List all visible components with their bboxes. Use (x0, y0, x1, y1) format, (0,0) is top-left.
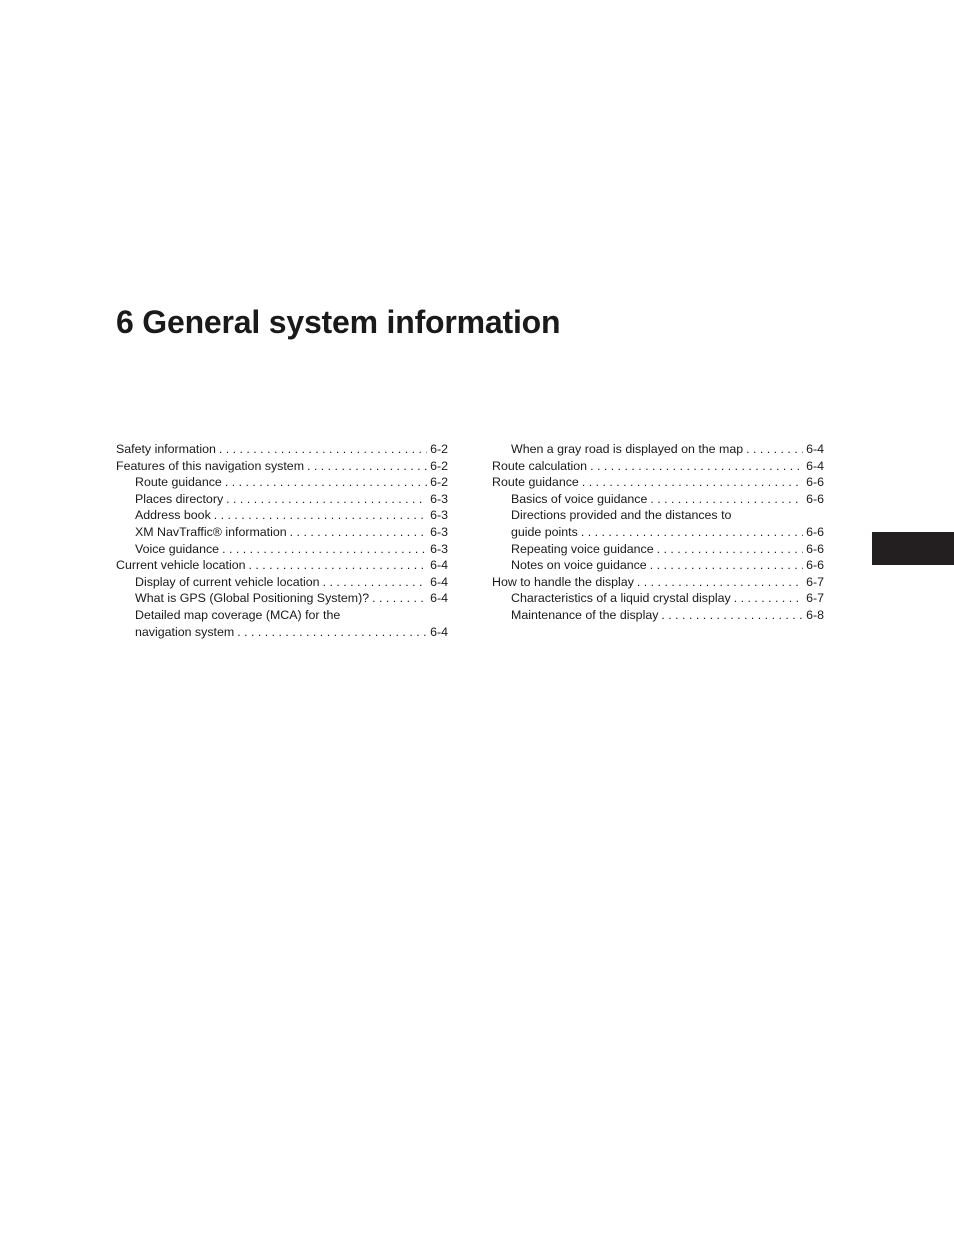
toc-entry-page: 6-7 (806, 591, 824, 606)
toc-entry-voice-guidance[interactable] (116, 541, 448, 558)
toc-entry-page: 6-4 (430, 574, 448, 589)
toc-entry-page: 6-6 (806, 524, 824, 539)
toc-entry-label: Address book (135, 508, 211, 523)
toc-entry-page: 6-4 (430, 591, 448, 606)
toc-entry-label: Characteristics of a liquid crystal display (511, 591, 731, 606)
toc-entry-directions-provided[interactable] (492, 507, 824, 540)
toc-entry-label: Safety information (116, 442, 216, 456)
toc-entry-label-line1: Detailed map coverage (MCA) for the (135, 607, 341, 622)
toc-entry-maintenance-display[interactable] (492, 607, 824, 624)
toc-entry-page: 6-2 (430, 475, 448, 490)
toc-entry-display-current-location[interactable] (116, 574, 448, 591)
toc-entry-page: 6-4 (806, 442, 824, 456)
chapter-thumb-tab (872, 532, 954, 565)
toc-entry-address-book[interactable] (116, 507, 448, 524)
toc-entry-places-directory[interactable] (116, 491, 448, 508)
toc-entry-page: 6-7 (806, 574, 824, 589)
toc-entry-label: When a gray road is displayed on the map (511, 442, 744, 456)
toc-entry-lcd-characteristics[interactable] (492, 590, 824, 607)
toc-entry-label: What is GPS (Global Positioning System)? (135, 591, 370, 606)
toc-entry-route-calculation[interactable] (492, 458, 824, 475)
toc-entry-label: Places directory (135, 491, 224, 506)
toc-entry-label: Route guidance (492, 475, 579, 490)
toc-entry-label-line2: guide points (511, 524, 578, 539)
toc-entry-repeating-voice-guidance[interactable] (492, 541, 824, 558)
toc-right-column (492, 441, 824, 624)
toc-entry-page: 6-6 (806, 541, 824, 556)
toc-entry-page: 6-4 (806, 458, 824, 473)
toc-entry-label: Repeating voice guidance (511, 541, 654, 556)
toc-entry-page: 6-8 (806, 607, 824, 622)
toc-entry-label: Voice guidance (135, 541, 220, 556)
toc-entry-page: 6-6 (806, 558, 824, 573)
toc-entry-label: Route guidance (135, 475, 222, 490)
toc-entry-label: How to handle the display (492, 574, 634, 589)
toc-entry-features[interactable] (116, 458, 448, 475)
toc-entry-basics-voice-guidance[interactable] (492, 491, 824, 508)
toc-entry-label: Features of this navigation system (116, 458, 305, 473)
toc-entry-label-line2: navigation system (135, 624, 235, 639)
toc-entry-page: 6-3 (430, 524, 448, 539)
toc-entry-label: Route calculation (492, 458, 588, 473)
toc-entry-page: 6-4 (430, 624, 448, 639)
toc-entry-gray-road[interactable] (492, 441, 824, 458)
toc-entry-detailed-map-coverage[interactable] (116, 607, 448, 640)
toc-entry-label: Maintenance of the display (511, 607, 659, 622)
toc-entry-page: 6-6 (806, 491, 824, 506)
toc-entry-what-is-gps[interactable] (116, 590, 448, 607)
toc-entry-label-line1: Directions provided and the distances to (511, 508, 732, 523)
toc-entry-page: 6-2 (430, 458, 448, 473)
toc-entry-label: Notes on voice guidance (511, 558, 647, 573)
toc-entry-notes-voice-guidance[interactable] (492, 557, 824, 574)
toc-entry-label: Display of current vehicle location (135, 574, 320, 589)
toc-entry-page: 6-3 (430, 541, 448, 556)
toc-entry-label: XM NavTraffic® information (135, 524, 287, 539)
toc-entry-page: 6-3 (430, 508, 448, 523)
chapter-title: 6 General system information (116, 304, 561, 340)
toc-entry-route-guidance-main[interactable] (492, 474, 824, 491)
toc-entry-handle-display[interactable] (492, 574, 824, 591)
toc-entry-label: Current vehicle location (116, 558, 246, 573)
toc-entry-page: 6-4 (430, 558, 448, 573)
toc-entry-safety-information[interactable] (116, 441, 448, 458)
toc-entry-label: Basics of voice guidance (511, 491, 648, 506)
toc-entry-xm-navtraffic[interactable] (116, 524, 448, 541)
toc-entry-current-vehicle-location[interactable] (116, 557, 448, 574)
toc-entry-page: 6-3 (430, 491, 448, 506)
toc-entry-page: 6-6 (806, 475, 824, 490)
toc-entry-route-guidance[interactable] (116, 474, 448, 491)
toc-left-column (116, 441, 448, 640)
toc-entry-page: 6-2 (430, 442, 448, 456)
